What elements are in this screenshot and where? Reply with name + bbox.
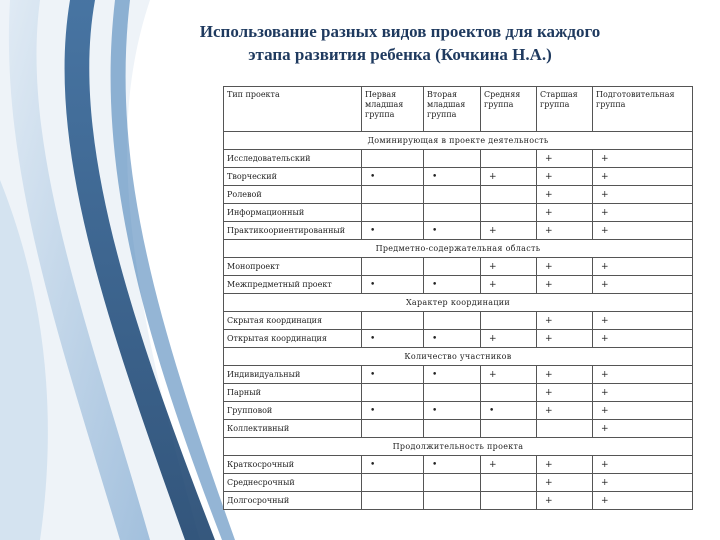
mark-cell [481,492,537,510]
mark-cell: + [537,276,593,294]
mark-cell [481,204,537,222]
header-cell: Первая младшая группа [362,87,424,132]
row-label: Скрытая координация [224,312,362,330]
mark-cell: + [537,222,593,240]
table-row [224,384,693,402]
mark-cell [424,186,481,204]
header-cell: Тип проекта [224,87,362,132]
mark-cell [424,492,481,510]
mark-cell [424,150,481,168]
row-label: Монопроект [224,258,362,276]
mark-cell: + [593,150,693,168]
page-title [150,20,650,66]
mark-cell [362,492,424,510]
mark-cell: + [481,456,537,474]
mark-cell: + [537,474,593,492]
row-label: Индивидуальный [224,366,362,384]
mark-cell [424,474,481,492]
header-cell: Старшая группа [537,87,593,132]
mark-cell: + [481,330,537,348]
section-row [224,348,693,366]
header-cell: Средняя группа [481,87,537,132]
section-row [224,438,693,456]
mark-cell: + [593,420,693,438]
mark-cell [362,258,424,276]
row-label: Ролевой [224,186,362,204]
header-cell: Подготовительная группа [593,87,693,132]
mark-cell [424,258,481,276]
mark-cell: + [593,204,693,222]
mark-cell: + [537,186,593,204]
mark-cell [362,150,424,168]
mark-cell: + [593,312,693,330]
section-row [224,240,693,258]
section-row [224,294,693,312]
table-row [224,456,693,474]
table-row [224,150,693,168]
row-label: Групповой [224,402,362,420]
mark-cell: + [481,366,537,384]
mark-cell [362,474,424,492]
mark-cell [537,420,593,438]
mark-cell: + [537,456,593,474]
mark-cell: + [593,366,693,384]
title-line-1: Использование разных видов проектов для каждого [199,22,601,41]
mark-cell: + [481,222,537,240]
row-label: Среднесрочный [224,474,362,492]
mark-cell: + [593,168,693,186]
mark-cell: • [424,330,481,348]
row-label: Практикоориентированный [224,222,362,240]
mark-cell [481,186,537,204]
mark-cell [362,186,424,204]
mark-cell: • [424,402,481,420]
mark-cell: + [593,492,693,510]
mark-cell: + [593,222,693,240]
mark-cell: • [362,168,424,186]
row-label: Долгосрочный [224,492,362,510]
table-row [224,312,693,330]
mark-cell [362,420,424,438]
mark-cell: + [537,312,593,330]
mark-cell [424,312,481,330]
section-title: Характер координации [224,294,693,312]
row-label: Краткосрочный [224,456,362,474]
title-line-2: этапа развития ребенка (Кочкина Н.А.) [248,45,552,64]
mark-cell [362,384,424,402]
mark-cell: • [424,366,481,384]
mark-cell: + [593,330,693,348]
row-label: Межпредметный проект [224,276,362,294]
mark-cell: • [362,222,424,240]
header-cell: Вторая младшая группа [424,87,481,132]
mark-cell: • [424,276,481,294]
mark-cell: + [537,330,593,348]
mark-cell: • [424,222,481,240]
row-label: Парный [224,384,362,402]
mark-cell: + [537,366,593,384]
section-title: Продолжительность проекта [224,438,693,456]
table-row [224,276,693,294]
table-row [224,366,693,384]
row-label: Исследовательский [224,150,362,168]
section-title: Доминирующая в проекте деятельность [224,132,693,150]
mark-cell [362,312,424,330]
row-label: Коллективный [224,420,362,438]
mark-cell: + [593,474,693,492]
mark-cell: + [537,168,593,186]
mark-cell [424,420,481,438]
mark-cell: • [481,402,537,420]
row-label: Творческий [224,168,362,186]
table-row [224,186,693,204]
mark-cell: + [537,258,593,276]
mark-cell: + [537,204,593,222]
mark-cell: • [362,402,424,420]
projects-table [223,86,693,510]
section-title: Количество участников [224,348,693,366]
section-row [224,132,693,150]
mark-cell [481,312,537,330]
mark-cell: + [537,150,593,168]
mark-cell: • [424,456,481,474]
mark-cell: + [593,276,693,294]
table-row [224,420,693,438]
table-row [224,402,693,420]
mark-cell: • [362,366,424,384]
mark-cell: + [593,402,693,420]
mark-cell: • [424,168,481,186]
mark-cell: + [537,402,593,420]
mark-cell: • [362,330,424,348]
table-row [224,474,693,492]
mark-cell [424,384,481,402]
mark-cell [362,204,424,222]
row-label: Открытая координация [224,330,362,348]
mark-cell [481,384,537,402]
section-title: Предметно-содержательная область [224,240,693,258]
table-row [224,330,693,348]
table-row [224,168,693,186]
mark-cell [424,204,481,222]
mark-cell: + [481,258,537,276]
mark-cell: + [537,492,593,510]
row-label: Информационный [224,204,362,222]
mark-cell: + [593,456,693,474]
mark-cell: + [537,384,593,402]
table-row [224,492,693,510]
header-row [224,87,693,132]
mark-cell: + [481,168,537,186]
mark-cell: + [593,258,693,276]
mark-cell [481,150,537,168]
mark-cell: + [481,276,537,294]
mark-cell: + [593,186,693,204]
table-row [224,204,693,222]
mark-cell [481,474,537,492]
mark-cell [481,420,537,438]
mark-cell: • [362,276,424,294]
table-row [224,222,693,240]
mark-cell: + [593,384,693,402]
table-row [224,258,693,276]
mark-cell: • [362,456,424,474]
